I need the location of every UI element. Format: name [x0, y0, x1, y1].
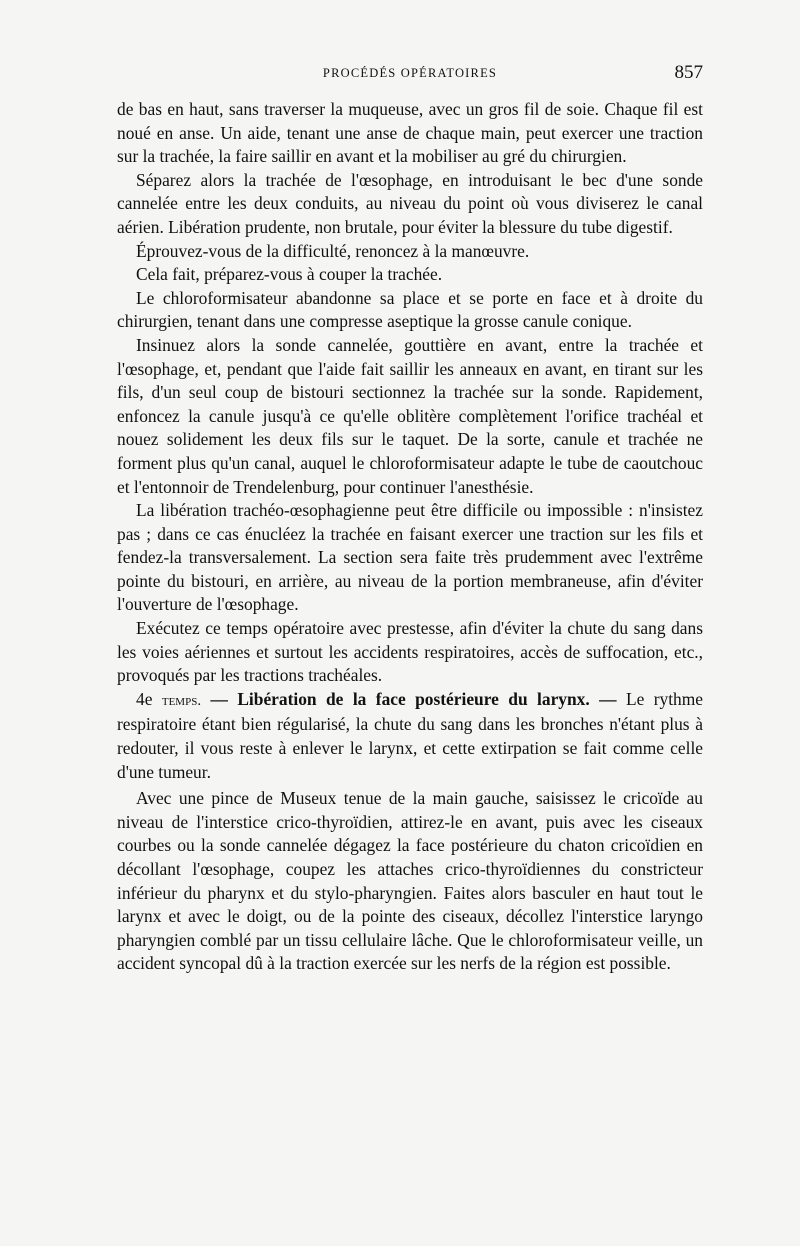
running-head: [117, 62, 703, 86]
step-paragraph: [117, 688, 703, 784]
paragraph: Cela fait, préparez-vous à couper la trachée.: [136, 264, 443, 285]
paragraph-continued: de bas en haut, sans traverser la muqueuse, avec un gros fil de soie. Chaque fil est noué en anse. Un aide, tenant une anse de chaque main, peut exercer une traction sur la trachée, la faire saillir en avant et la mobiliser au gré du chirurgien.: [117, 99, 703, 167]
page-number: 857: [674, 62, 703, 83]
paragraph: Éprouvez-vous de la difficulté, renoncez à la manœuvre.: [136, 240, 530, 261]
step-heading: — Libération de la face postérieure du larynx. —: [210, 688, 617, 709]
step-text: Le rythme respiratoire étant bien régularisé, la chute du sang dans les bronches n'étant plus à redouter, il vous reste à enlever le larynx, et cette extirpation se fait comme celle d'une tumeur.: [117, 688, 703, 782]
paragraph: Insinuez alors la sonde cannelée, gouttière en avant, entre la trachée et l'œsophage, et, pendant que l'aide fait saillir les anneaux en avant, en tirant sur les fils, d'un seul coup de bistouri sectionnez la trachée sur la sonde. Rapidement, enfoncez la canule jusqu'à ce qu'elle oblitère complètement l'orifice trachéal et nouez solidement les deux fils sur le taquet. De la sorte, canule et trachée ne forment plus qu'un canal, auquel le chloroformisateur adapte le tube de caoutchouc et l'entonnoir de Trendelenburg, pour continuer l'anesthésie.: [117, 334, 703, 497]
step-label: temps.: [161, 692, 202, 709]
paragraph: Avec une pince de Museux tenue de la main gauche, saisissez le cricoïde au niveau de l'interstice crico-thyroïdien, attirez-le en avant, puis avec les ciseaux courbes ou la sonde cannelée dégagez la face postérieure du chaton cricoïdien en décollant l'œsophage, coupez les attaches crico-thyroïdiennes du constricteur inférieur du pharynx et du stylo-pharyngien. Faites alors basculer en haut tout le larynx et avec le doigt, ou de la pointe des ciseaux, décollez l'interstice laryngo pharyngien comblé par un tissu cellulaire lâche. Que le chloroformisateur veille, un accident syncopal dû à la traction exercée sur les nerfs de la région est possible.: [117, 788, 703, 974]
body-text: [117, 98, 703, 976]
running-title: PROCÉDÉS OPÉRATOIRES: [322, 66, 498, 80]
paragraph: La libération trachéo-œsophagienne peut être difficile ou impossible : n'insistez pas ; dans ce cas énucléez la trachée en faisant exercer une traction sur les fils et fendez-la transversalement. La section sera faite très prudemment avec l'extrême pointe du bistouri, en arrière, au niveau de la portion membraneuse, afin d'éviter l'ouverture de l'œsophage.: [117, 500, 703, 615]
paragraph: Exécutez ce temps opératoire avec prestesse, afin d'éviter la chute du sang dans les voies aériennes et surtout les accidents respiratoires, accès de suffocation, etc., provoqués par les tractions trachéales.: [117, 618, 703, 686]
step-number: 4e: [136, 688, 153, 709]
paragraph: Le chloroformisateur abandonne sa place et se porte en face et à droite du chirurgien, tenant dans une compresse aseptique la grosse canule conique.: [117, 287, 703, 332]
paragraph: Séparez alors la trachée de l'œsophage, en introduisant le bec d'une sonde cannelée entre les deux conduits, au niveau du point où vous diviserez le canal aérien. Libération prudente, non brutale, pour éviter la blessure du tube digestif.: [117, 169, 703, 237]
